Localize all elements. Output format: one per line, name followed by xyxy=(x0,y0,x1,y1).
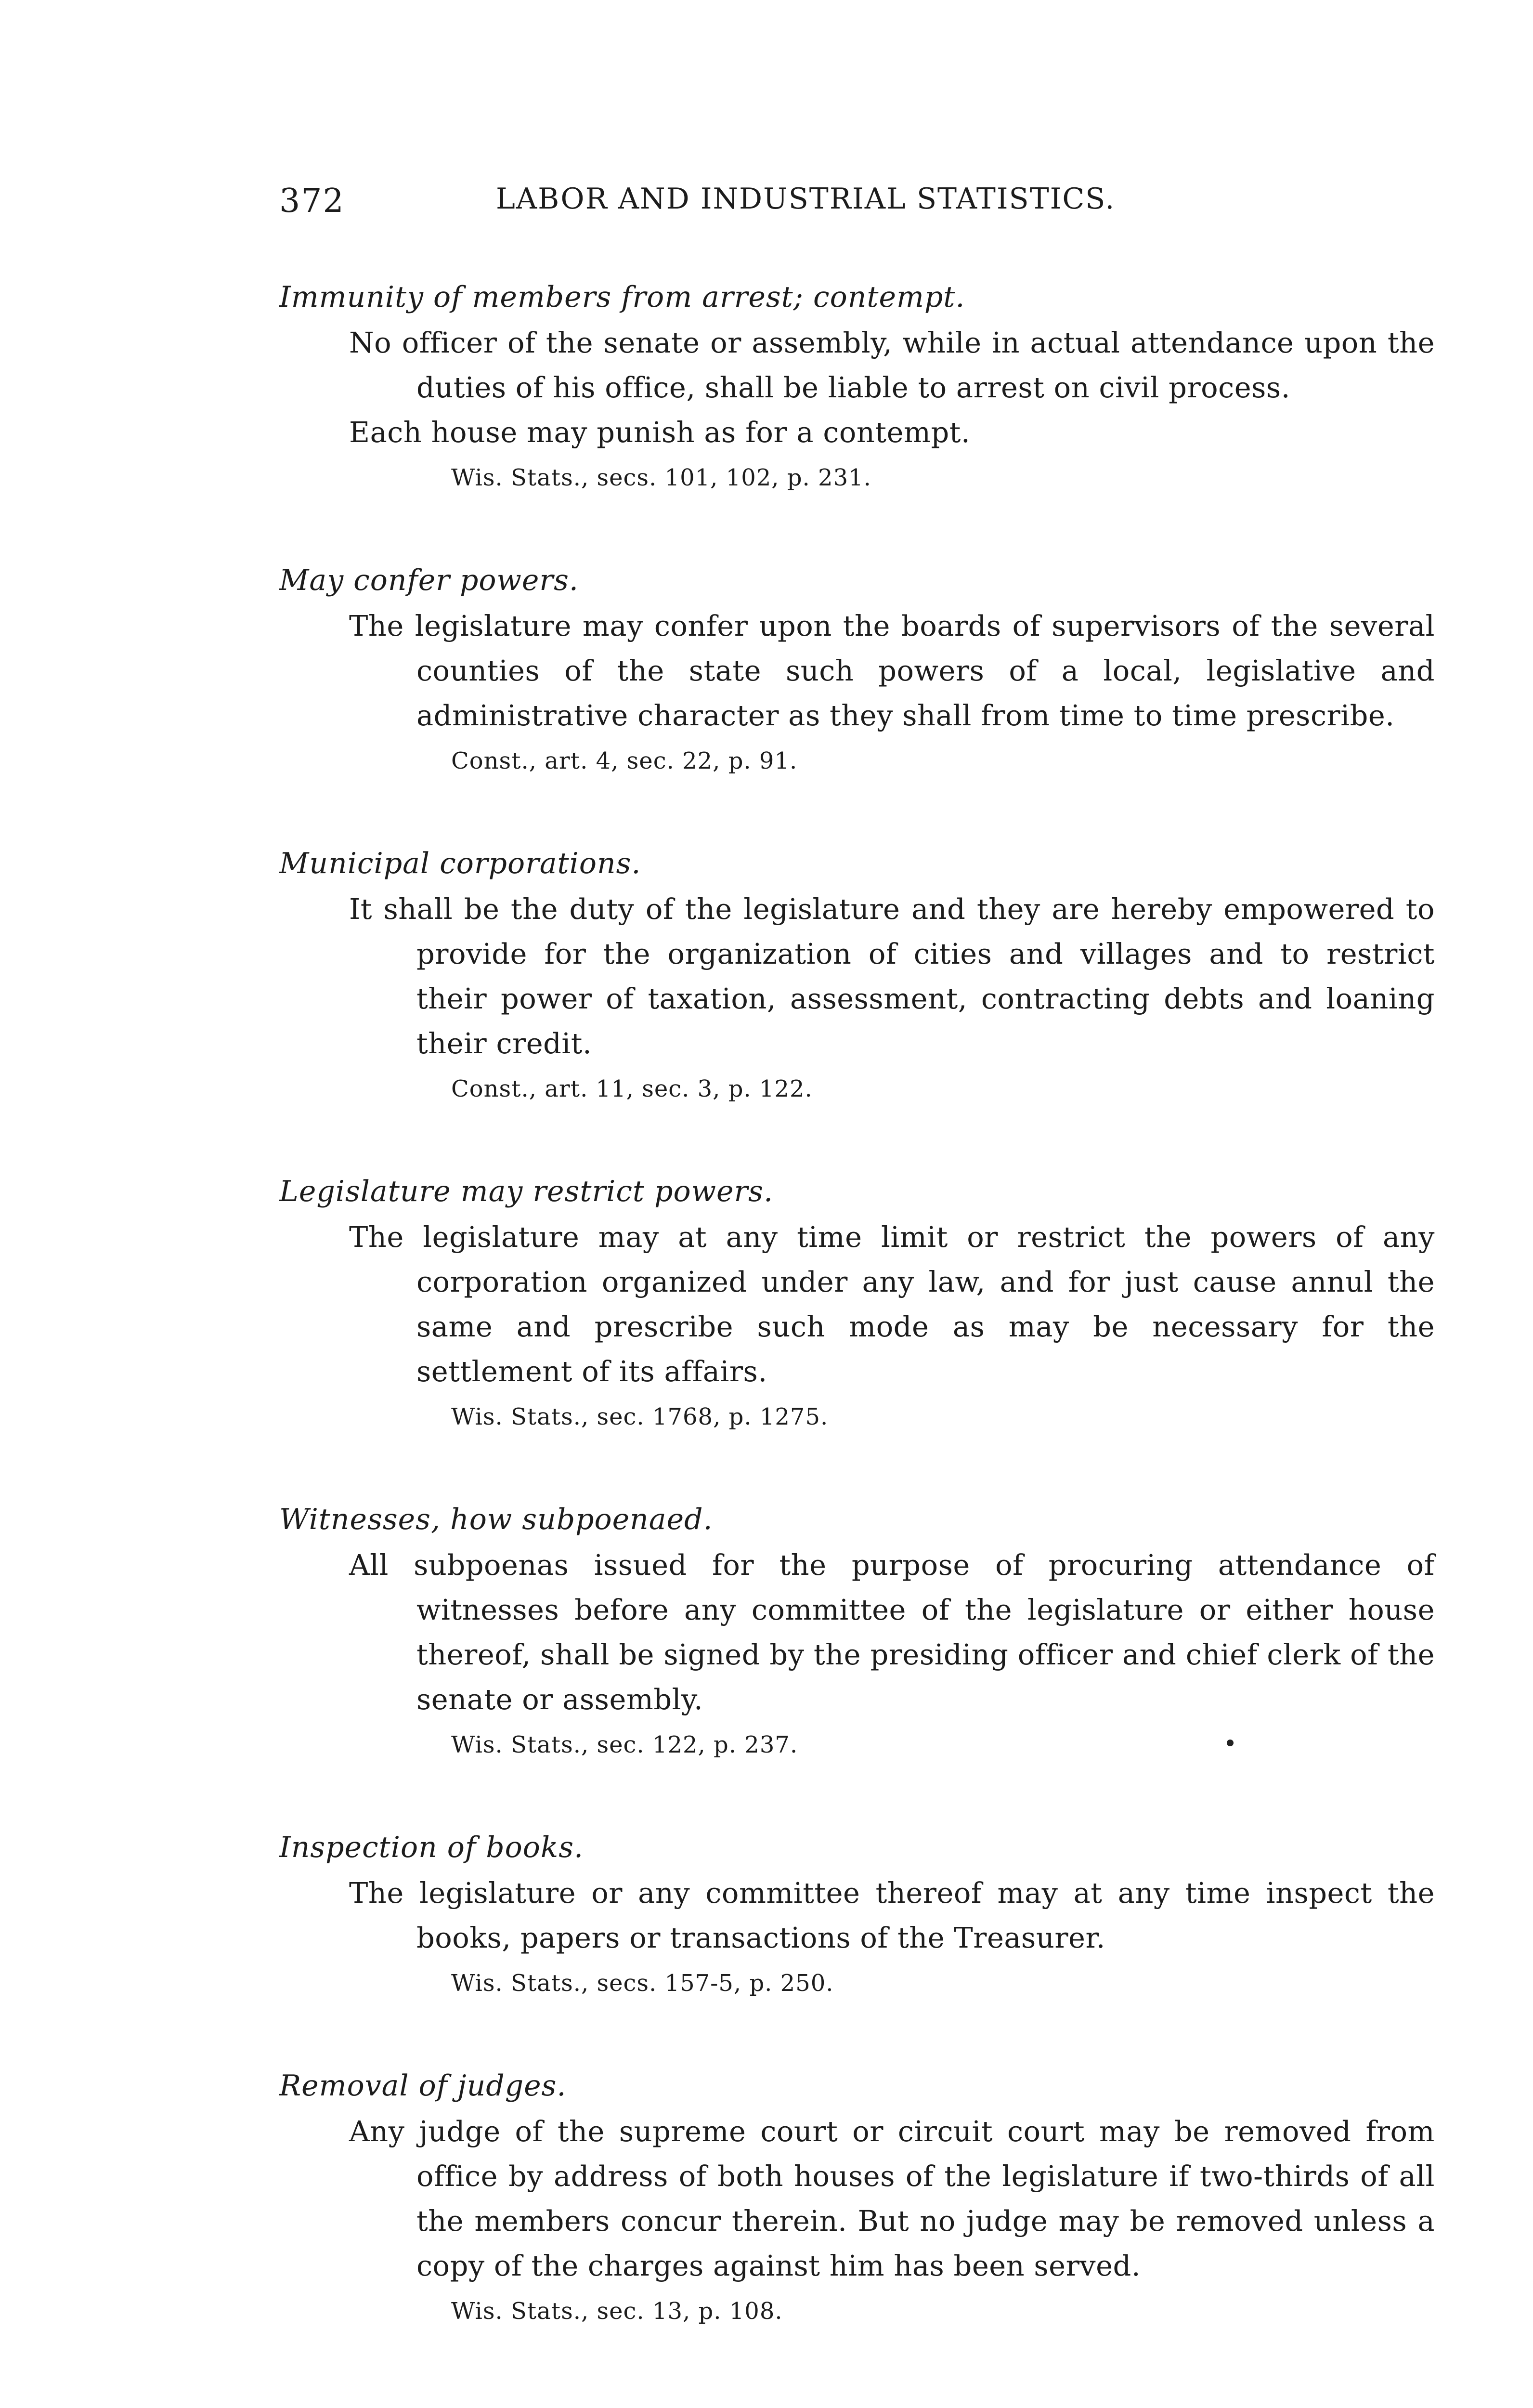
section-paragraph: All subpoenas issued for the purpose of procuring attendance of witnesses before any committee of the legislature or either house thereof, shall be signed by the presiding officer and chief clerk of the senate or assembly. xyxy=(349,1548,1435,1716)
section-witnesses-subpoenaed xyxy=(279,1497,1435,1768)
section-legislature-may-restrict xyxy=(279,1169,1435,1440)
section-heading: May confer powers. xyxy=(279,563,579,597)
page-header xyxy=(279,182,1435,240)
section-removal-of-judges xyxy=(279,2063,1435,2334)
section-citation: Const., art. 11, sec. 3, p. 122. xyxy=(451,1075,813,1102)
section-immunity-of-members xyxy=(279,275,1435,501)
section-heading: Immunity of members from arrest; contempt. xyxy=(279,280,965,314)
section-citation: Wis. Stats., secs. 101, 102, p. 231. xyxy=(451,464,871,491)
section-citation: Wis. Stats., sec. 122, p. 237. xyxy=(451,1731,798,1758)
section-paragraph: The legislature or any committee thereof may at any time inspect the books, papers or transactions of the Treasurer. xyxy=(349,1876,1435,1954)
section-heading: Removal of judges. xyxy=(279,2069,567,2103)
section-citation: Wis. Stats., sec. 13, p. 108. xyxy=(451,2298,783,2325)
section-citation: Wis. Stats., secs. 157-5, p. 250. xyxy=(451,1970,834,1997)
section-paragraph: No officer of the senate or assembly, while in actual attendance upon the duties of his office, shall be liable to arrest on civil process. xyxy=(349,326,1435,404)
section-citation: Const., art. 4, sec. 22, p. 91. xyxy=(451,747,798,774)
section-paragraph: It shall be the duty of the legislature and they are hereby empowered to provide for the organization of cities and villages and to restrict their power of taxation, assessment, contracting debts and loaning their credit. xyxy=(349,892,1435,1060)
section-may-confer-powers xyxy=(279,558,1435,784)
section-heading: Inspection of books. xyxy=(279,1831,584,1864)
section-paragraph: The legislature may at any time limit or restrict the powers of any corporation organized under any law, and for just cause annul the same and prescribe such mode as may be necessary for the settlement of its affairs. xyxy=(349,1220,1435,1388)
section-citation: Wis. Stats., sec. 1768, p. 1275. xyxy=(451,1403,829,1430)
section-heading: Legislature may restrict powers. xyxy=(279,1175,774,1208)
section-heading: Municipal corporations. xyxy=(279,847,641,880)
section-paragraph: Each house may punish as for a contempt. xyxy=(349,416,971,449)
running-head: LABOR AND INDUSTRIAL STATISTICS. xyxy=(496,182,1116,216)
page-body xyxy=(279,275,1435,2334)
section-inspection-of-books xyxy=(279,1825,1435,2006)
page-number: 372 xyxy=(279,182,345,220)
ink-speck xyxy=(1227,1740,1234,1746)
section-heading: Witnesses, how subpoenaed. xyxy=(279,1503,713,1536)
section-paragraph: The legislature may confer upon the boards of supervisors of the several counties of the state such powers of a local, legislative and administrative character as they shall from time to time prescribe. xyxy=(349,609,1435,732)
section-paragraph: Any judge of the supreme court or circuit court may be removed from office by address of both houses of the legislature if two-thirds of all the members concur therein. But no judge may be removed unless a copy of the charges against him has been served. xyxy=(349,2115,1435,2282)
section-municipal-corporations xyxy=(279,841,1435,1112)
